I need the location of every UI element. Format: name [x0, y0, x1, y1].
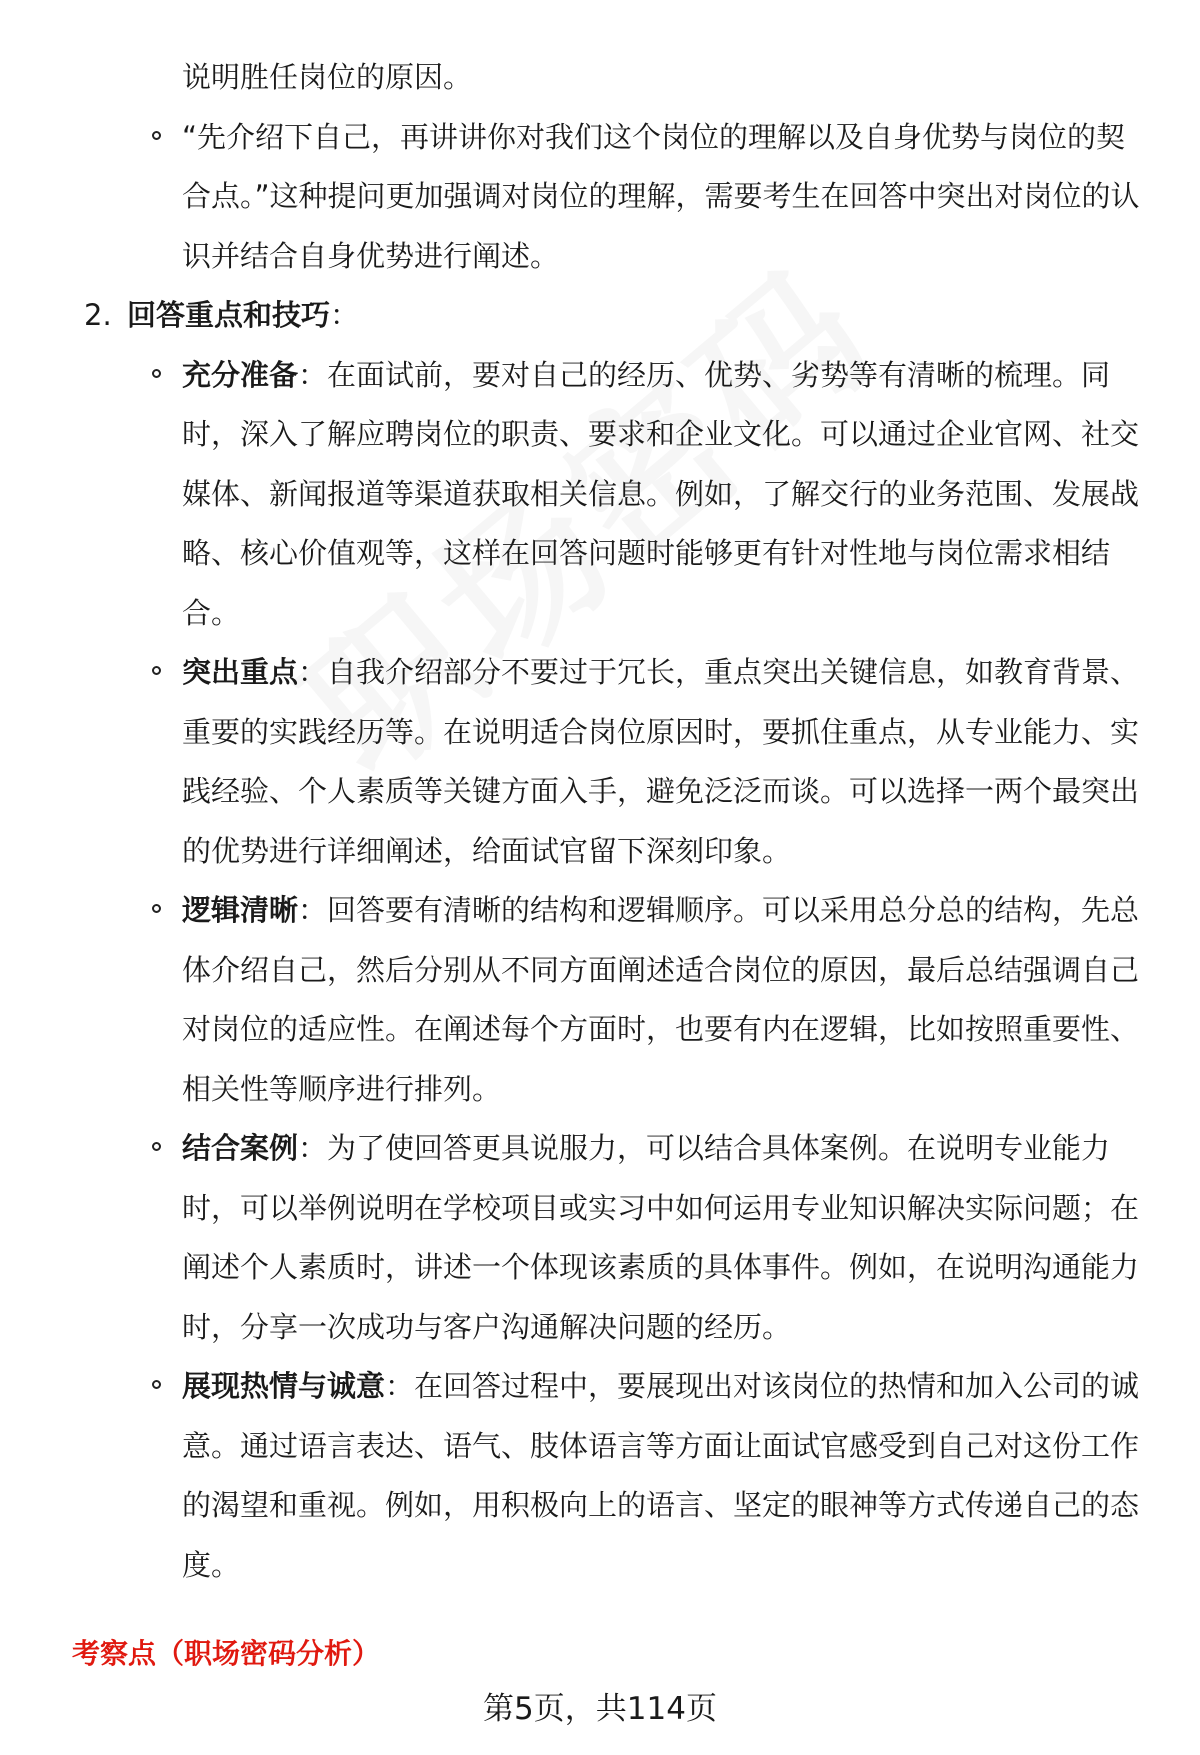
page-number-footer: 第5页，共114页: [483, 1691, 717, 1727]
tip-colon: ：: [298, 655, 328, 689]
section-title: 考察点（职场密码分析）: [72, 1637, 381, 1670]
tip-colon: ：: [298, 357, 328, 392]
numbered-item-heading: 回答重点和技巧: [127, 298, 331, 332]
tip-item-highlight: [0, 643, 1200, 881]
hollow-bullet-icon: [152, 1380, 161, 1389]
hollow-bullet-icon: [152, 904, 161, 913]
hollow-bullet-icon: [152, 1142, 161, 1151]
tip-title: 逻辑清晰: [182, 893, 299, 927]
tip-title: 充分准备: [182, 357, 299, 392]
continuation-text: 说明胜任岗位的原因。: [182, 60, 473, 94]
tip-text: 在回答过程中，要展现出对该岗位的热情和加入公司的诚意。通过语言表达、语气、肢体语言等方面让面试官感受到自己对这份工作的渴望和重视。例如，用积极向上的语言、坚定的眼神等方式传递自己的态度。: [182, 1369, 1140, 1582]
tip-title: 结合案例: [182, 1131, 299, 1165]
tip-text: 自我介绍部分不要过于冗长，重点突出关键信息，如教育背景、重要的实践经历等。在说明适合岗位原因时，要抓住重点，从专业能力、实践经验、个人素质等关键方面入手，避免泛泛而谈。可以选择一两个最突出的优势进行详细阐述，给面试官留下深刻印象。: [182, 655, 1140, 868]
heading-colon: ：: [330, 298, 360, 332]
example-text: “先介绍下自己，再讲讲你对我们这个岗位的理解以及自身优势与岗位的契合点。”这种提问更加强调对岗位的理解，需要考生在回答中突出对岗位的认识并结合自身优势进行阐述。: [182, 119, 1140, 273]
tip-title: 展现热情与诚意: [182, 1369, 386, 1403]
tip-text: 在面试前，要对自己的经历、优势、劣势等有清晰的梳理。同时，深入了解应聘岗位的职责、要求和企业文化。可以通过企业官网、社交媒体、新闻报道等渠道获取相关信息。例如，了解交行的业务范围、发展战略、核心价值观等，这样在回答问题时能够更有针对性地与岗位需求相结合。: [182, 357, 1140, 630]
hollow-bullet-icon: [152, 666, 161, 675]
numbered-item-2: [0, 286, 1200, 346]
list-number: 2.: [84, 298, 112, 332]
page-content: [0, 48, 1200, 1595]
tip-colon: ：: [298, 1131, 328, 1165]
tip-colon: ：: [385, 1369, 415, 1403]
tip-colon: ：: [298, 893, 328, 927]
tip-title: 突出重点: [182, 655, 299, 689]
tip-text: 回答要有清晰的结构和逻辑顺序。可以采用总分总的结构，先总体介绍自己，然后分别从不同方面阐述适合岗位的原因，最后总结强调自己对岗位的适应性。在阐述每个方面时，也要有内在逻辑，比如按照重要性、相关性等顺序进行排列。: [182, 893, 1140, 1106]
tip-item-logic: [0, 881, 1200, 1119]
hollow-bullet-icon: [152, 369, 161, 378]
hollow-bullet-icon: [152, 131, 161, 140]
tip-text: 为了使回答更具说服力，可以结合具体案例。在说明专业能力时，可以举例说明在学校项目或实习中如何运用专业知识解决实际问题；在阐述个人素质时，讲述一个体现该素质的具体事件。例如，在说明沟通能力时，分享一次成功与客户沟通解决问题的经历。: [182, 1131, 1140, 1344]
tip-item-enthusiasm: [0, 1357, 1200, 1595]
example-list-item: [0, 108, 1200, 287]
tip-item-preparation: [0, 346, 1200, 644]
tip-item-cases: [0, 1119, 1200, 1357]
